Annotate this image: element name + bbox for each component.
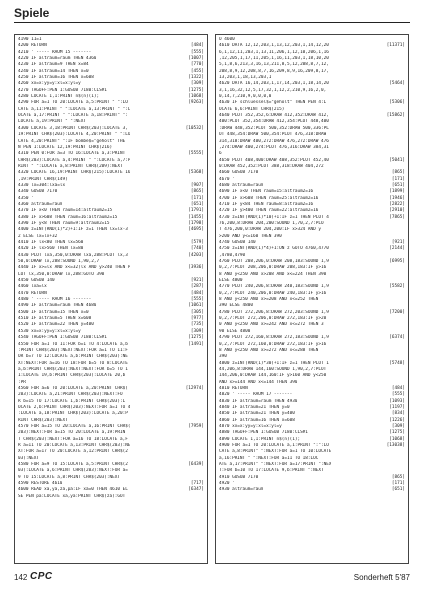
checksum: [1197] xyxy=(389,404,405,410)
code-text: 4190 11=1 xyxy=(18,37,42,42)
code-text: 4280 LOCATE 1,1:PRINT n$(n)(1); xyxy=(18,94,100,100)
checksum: [865] xyxy=(391,474,405,480)
checksum: [2144] xyxy=(389,246,405,252)
code-text: 0,2,7:PLOT 208,206,0:DRAW 208,183:IF y>16 xyxy=(219,265,327,271)
code-text: AND x>=144 AND x<=144 THEN 390 xyxy=(219,379,298,385)
code-text: 4590 RESTORE 4610 xyxy=(18,481,63,487)
code-text: OR b=7 TO 12:LOCATE a,b:PRINT CHR$(203):NE xyxy=(18,354,128,360)
code-text: 2 ELSE lx=lx+32 xyxy=(18,233,58,239)
code-text: 6,1,12,11,203,1,13,11,206,1,12,10,206,1,16 xyxy=(219,49,329,55)
code-text: 0,14,7,210,9,0,0,0,0 xyxy=(219,94,272,100)
code-text: O 4600 xyxy=(219,37,235,42)
code-text: CATE 4,20:PRINT" ":IF bombe$="geholt" THE xyxy=(18,138,126,144)
checksum: [5464] xyxy=(389,81,405,87)
code-text: 4600 READ xa,ya,za,pa:IF xa=0 THEN 4610 EL xyxy=(18,487,128,493)
code-text: 4890 LOCATE 1,1:PRINT n$(n)(1); xyxy=(219,436,301,442)
checksum: [9263] xyxy=(188,100,204,106)
code-text: 4490 IF altraum=raum THEN 4680 xyxy=(18,303,97,309)
code-text: 4770 PLOT 240,206,8:DRAW 240,183:SOUND 1,9 xyxy=(219,284,329,290)
checksum: [651] xyxy=(391,487,405,493)
code-text: 4460 lxa=lx xyxy=(18,284,47,290)
code-text: 4800 z=INT(RND(1)*30)+1:IF z=1 THEN PLOT 1 xyxy=(219,360,329,366)
checksum: [1491] xyxy=(188,341,204,347)
checksum: [4695] xyxy=(188,227,204,233)
code-text: 4480 ' ----- RAUM 16 ------- xyxy=(18,297,92,303)
code-text: 4860 IF altraum=16 THEN x=608 xyxy=(219,417,295,423)
code-text: 4320 LOCATE 16,19:PRINT CHR$(215):LOCATE 16 xyxy=(18,170,131,176)
checksum: [651] xyxy=(391,182,405,188)
checksum: [977] xyxy=(190,316,204,322)
checksum: [6995] xyxy=(389,259,405,265)
code-text: 4340 GOSUB 7170 xyxy=(18,189,58,195)
page-number: 142 xyxy=(14,573,28,582)
code-text: R a=11 TO 20:LOCATE a,13:PRINT CHR$(203):NE xyxy=(18,443,131,448)
code-text: RINT CHR$(203):NEXT xyxy=(18,417,68,423)
code-text: 4240 IF altraum=14 THEN x=0 xyxy=(18,68,89,74)
checksum: [1275] xyxy=(188,87,204,93)
code-text: :LOCATE a,18:PRINT CHR$(203):LOCATE a,20:P xyxy=(18,411,128,417)
checksum: [865] xyxy=(391,170,405,176)
checksum: [5306] xyxy=(389,100,405,106)
code-text: OCATE 6,6:PRINT CHR$(215) xyxy=(219,106,285,112)
checksum: [309] xyxy=(190,81,204,87)
code-text: 4560 FOR a=6 TO 20:LOCATE a,20:PRINT CHR$( xyxy=(18,385,128,391)
checksum: [1093] xyxy=(389,398,405,404)
code-text: 4840 IF altraum=21 THEN y=0 xyxy=(219,404,290,410)
code-text: XT:FOR a=17 TO 20:LOCATE a,12:PRINT CHR$(2 xyxy=(18,449,128,455)
checksum: [2910] xyxy=(389,208,405,214)
checksum: [1226] xyxy=(389,417,405,423)
code-text: 5,1,8,6,213,3,16,13,211,8,5,12,208,8,7,12, xyxy=(219,62,329,68)
code-text: 03):LOCATE a,6:PRINT CHR$(203):NEXT:FOR a= xyxy=(18,468,128,474)
code-text: 19:PRINT CHR$(203):LOCATE 4,20:PRINT " ":LO xyxy=(18,132,131,138)
listing-column-right xyxy=(215,34,409,564)
code-text: 314,318:DRAW 400,272:DRAW 476,272:DRAW 476 xyxy=(219,138,329,144)
page-footer xyxy=(14,571,410,585)
code-text: OCATE a,17:PRINT " ":LOCATE a,18:PRINT" ": xyxy=(18,113,128,119)
checksum: [484] xyxy=(190,290,204,296)
code-text: 203):NEXT:FOR a=15 TO 20:LOCATE a,19:PRIN xyxy=(18,430,126,436)
code-text: 4780 PLOT 272,206,8:DRAW 272,203:SOUND 1,9 xyxy=(219,309,329,315)
code-text: 4810 RETURN xyxy=(219,385,248,391)
code-text: 400:PLOT 352,354:DRAW 412,354:PLOT 448,400 xyxy=(219,119,329,125)
code-text: 13,203,1,18,13,203,1 xyxy=(219,75,272,81)
checksum: [309] xyxy=(391,423,405,429)
code-text: 4640 PLOT 352,352,6:DRAW 412,352:DRAW 412, xyxy=(219,113,329,119)
header-rule xyxy=(14,22,410,23)
code-text: 4390 IF y<8 THEN raum=9:altraum2=15 xyxy=(18,220,110,226)
checksum: [555] xyxy=(190,49,204,55)
code-text: OCATE 2,b:PRINT CHR$(203):NEXT:FOR a=1 TO 4 xyxy=(18,404,131,410)
code-text: 4500 IF altraum=15 THEN x=0 xyxy=(18,309,89,315)
code-text: RINT " ":LOCATE a,8:PRINT CHR$(209):NEXT xyxy=(18,163,123,169)
code-text: 4350 ' xyxy=(18,195,34,201)
code-text: 4760 PLOT 208,206,0:DRAW 208,183:SOUND 1,9 xyxy=(219,259,329,265)
code-text: 4520 IF altraum=22 THEN y=400 xyxy=(18,322,94,328)
code-text: 9 TO 15:LOCATE a,8:PRINT CHR$(203):NEXT xyxy=(18,474,120,480)
code-text: a,16:PRINT " ":NEXT:FOR a=11 TO 18:LOC xyxy=(219,455,319,461)
code-text: 4650 PLOT 408,400:DRAW 408,352:PLOT 452,40 xyxy=(219,157,329,163)
checksum: [1455] xyxy=(188,214,204,220)
code-text: 4440 IF x>=lx AND x<=32)lx AND y>240 THEN P xyxy=(18,265,131,271)
code-text: :PRINT CHR$(203):NEXT:NEXT:FOR a=1 TO 11:F xyxy=(18,347,128,353)
code-text: 4870 xx=x:yy=y:xl=x:yl=y xyxy=(219,423,282,429)
code-text: 4850 IF altraum=21 THEN y=400 xyxy=(219,411,295,417)
checksum: [171] xyxy=(391,481,405,487)
code-text: 4920 ' xyxy=(219,481,235,487)
code-text: 4570 FOR a=15 TO 20:LOCATE a,16:PRINT CHR$( xyxy=(18,423,131,429)
checksum: [740] xyxy=(190,246,204,252)
checksum: [10532] xyxy=(185,125,204,131)
code-text: 4420 IF lx>560 THEN lx=80 xyxy=(18,246,84,252)
code-text: 4720 IF y>400 THEN raum=22:altraum2=16 xyxy=(219,208,319,214)
code-text: 4470 RETURN xyxy=(18,290,47,296)
code-text: 4620 DATA 16,14,203,1,17,14,203,1,18,14,20 xyxy=(219,81,329,87)
code-text: 3,1,16,32,12,5,17,32,1,12,2,210,9,16,2,0, xyxy=(219,87,327,93)
checksum: [3936] xyxy=(188,265,204,271)
code-text: 0 AND y<250 AND x>=242 AND x<=272 THEN 3 xyxy=(219,322,324,328)
code-text: 4730 z=INT(RND(1)*10)+1:IF z=1 THEN PLOT 4 xyxy=(219,214,329,220)
code-text: 8 AND y<250 AND x>=272 AND x<=288 THEN xyxy=(219,347,319,353)
code-text: 4680 altraum=raum xyxy=(219,182,264,188)
checksum: [1068] xyxy=(389,436,405,442)
checksum: [455] xyxy=(190,68,204,74)
checksum: [5582] xyxy=(389,284,405,290)
code-text: 4790 PLOT 272,160,8:DRAW 272,183:SOUND 1,9 xyxy=(219,335,329,341)
checksum: [5368] xyxy=(188,170,204,176)
code-text: 03):NEXT xyxy=(18,455,39,461)
checksum: [1322] xyxy=(188,75,204,81)
code-text: 4260 xx=x:yy=y:xl=x:yl=y xyxy=(18,81,81,87)
code-text: 4930 altraum=raum xyxy=(219,487,264,493)
code-text: 4710 IF y<84 THEN raum=8:altraum2=16 xyxy=(219,201,314,207)
checksum: [171] xyxy=(190,195,204,201)
checksum: [735] xyxy=(190,322,204,328)
checksum: [921] xyxy=(190,278,204,284)
checksum: [1061] xyxy=(188,303,204,309)
code-text: ,19:PRINT CHR$(149) xyxy=(18,176,68,182)
checksum: [770] xyxy=(190,62,204,68)
issue-label: Sonderheft 5'87 xyxy=(353,573,410,582)
code-text: 4310 PEN 0:FOR a=3 TO 16:LOCATE a,3:PRINT xyxy=(18,151,126,157)
code-text: 4750 z=INT(RND(1)*4)+1:ON z GOTO 4760,4770 xyxy=(219,246,329,252)
code-text: SE PEN pa:LOCATE xa,ya:PRINT CHR$(za):GOT xyxy=(18,493,126,499)
code-text: CATE a,8:PRINT" ":NEXT:FOR a=1 TO 10:LOCATE xyxy=(219,449,332,455)
code-text: 4830 IF altraum=raum THEN 4930 xyxy=(219,398,298,404)
code-text: N PEN 1:LOCATE 12,19:PRINT CHR$(216) xyxy=(18,144,113,150)
checksum: [7959] xyxy=(188,423,204,429)
checksum: [6347] xyxy=(188,487,204,493)
code-text: LOCATE a,19:PRINT " ":NEXT xyxy=(18,119,86,125)
code-text: ELSE 4800 xyxy=(219,278,243,284)
checksum: [484] xyxy=(190,43,204,49)
checksum: [1275] xyxy=(188,335,204,341)
code-text: 4630 IF schluessel$="geholt" THEN PEN 4:L xyxy=(219,100,327,106)
checksum: [907] xyxy=(190,182,204,188)
checksum xyxy=(202,494,204,500)
code-text: ATE a,17:PRINT" ":NEXT:FOR a=17:PRINT ":NEX xyxy=(219,462,332,468)
checksum: [921] xyxy=(391,240,405,245)
code-text: 0:DRAW 452,352:PLOT 388,318:DRAW 404,272 xyxy=(219,163,324,169)
code-text: 6 xyxy=(219,151,222,157)
code-text: 390 xyxy=(219,354,227,360)
code-text: 0,2,7:PLOT 272,160,0:DRAW 272,183:IF y>16 xyxy=(219,341,327,347)
code-text: 90 ELSE 4800 xyxy=(219,328,251,334)
checksum: [2822] xyxy=(389,201,405,207)
code-text: 4220 IF altraum=raum THEN 4360 xyxy=(18,56,97,62)
checksum: [171] xyxy=(391,176,405,182)
checksum: [1899] xyxy=(389,189,405,195)
code-text: 4660 GOSUB 7170 xyxy=(219,170,259,176)
checksum: [834] xyxy=(391,411,405,417)
code-text: 4540 TAGOFF:PEN 1:GOSUB 7180:CLS#1 xyxy=(18,335,107,341)
checksum: [11371] xyxy=(386,43,405,49)
code-text: OT 448,354:DRAW 500,354:PLOT 476,318:DRAW xyxy=(219,132,327,138)
code-line xyxy=(18,494,204,500)
code-text: 144,206,0:DRAW 144,160:IF y>160 AND y<250 xyxy=(219,373,327,379)
checksum: [7865] xyxy=(389,214,405,220)
code-text: 4250 IF altraum=16 THEN x=608 xyxy=(18,75,94,81)
code-text: 203):LOCATE a,21:PRINT CHR$(203):NEXT:FO xyxy=(18,392,123,398)
code-text: 4610 DATA 12,12,203,1,13,12,203,1,14,12,20 xyxy=(219,43,329,49)
code-text: 0,2,7:PLOT 272,206,0:DRAW 272,183:IF y>20 xyxy=(219,316,327,322)
code-line xyxy=(219,487,405,493)
code-text: LOT lx,350,0:DRAW lx,288:GOTO 390 xyxy=(18,271,105,277)
code-text: 4510 IF altraum=5 THEN x=608 xyxy=(18,316,92,322)
code-text: ,274:DRAW 400,274:PLOT 476,316:DRAW 384,31 xyxy=(219,144,329,150)
code-text: R b=15 TO 17:LOCATE 1,b:PRINT CHR$(203):L xyxy=(18,398,126,404)
code-text: 4700 IF x>608 THEN raum=25:altraum2=16 xyxy=(219,195,319,201)
code-text: ,4780,4790 xyxy=(219,252,246,258)
code-text: 390 ELSE 4800 xyxy=(219,303,253,309)
checksum: [1798] xyxy=(188,220,204,226)
code-text: 4670 ' xyxy=(219,176,235,182)
code-text: T:FOR b=10 TO 17:LOCATE 9,b:PRINT ":NEXT xyxy=(219,468,324,474)
code-text: 4270 TAGOFF:PEN 1:GOSUB 7180:CLS#1 xyxy=(18,87,107,93)
checksum: [865] xyxy=(190,189,204,195)
magazine-logo: CPC xyxy=(30,571,53,582)
code-text: 4910 GOSUB 7170 xyxy=(219,474,259,480)
code-text: 4550 FOR a=1 TO 11:FOR b=1 TO 4:LOCATE a,b xyxy=(18,341,128,347)
checksum: [5041] xyxy=(389,157,405,163)
code-text: :DRAW 448,352:PLOT 500,352:DRAW 500,336:PL xyxy=(219,125,329,131)
code-text: 4230 IF altraum=9 THEN x=84 xyxy=(18,62,89,68)
code-text: 76,200,8:DRAW 204,200:SOUND 1,70,2,7:PLO xyxy=(219,220,324,226)
code-text: 4200 RETURN xyxy=(18,43,47,49)
code-text: 4360 altraum=raum xyxy=(18,201,63,207)
checksum: [15862] xyxy=(386,113,405,119)
code-text: T 476,200,0:DRAW 204,200:IF x>324 AND y xyxy=(219,227,321,233)
code-text: 4880 TAGOFF:PEN 1:GOSUB 7180:CLS#1 xyxy=(219,430,308,436)
checksum: [309] xyxy=(190,328,204,334)
checksum: [305] xyxy=(190,309,204,315)
checksum: [4203] xyxy=(188,252,204,258)
checksum: [1068] xyxy=(188,94,204,100)
code-text: 4380 IF x>608 THEN raum=16:altraum2=15 xyxy=(18,214,118,220)
checksum: [7200] xyxy=(389,309,405,315)
code-text: 4900 FOR a=1 TO 20:LOCATE a,1:PRINT ":":LO xyxy=(219,443,329,448)
checksum: [1791] xyxy=(188,208,204,214)
checksum: [13038] xyxy=(386,443,405,448)
checksum: [5748] xyxy=(389,360,405,366)
code-text: a,b:PRINT CHR$(203):NEXT:NEXT:FOR b=5 TO 1 xyxy=(18,366,128,372)
code-text: 4400 z=INT(RND(1)*2)+1:IF z=1 THEN lx=lx-3 xyxy=(18,227,128,233)
checksum: [1946] xyxy=(389,195,405,201)
checksum: [555] xyxy=(391,392,405,398)
code-text: XT:NEXT:FOR a=16 TO 18:FOR b=5 TO 8:LOCATE xyxy=(18,360,128,366)
checksum: [651] xyxy=(190,201,204,207)
checksum: [5555] xyxy=(188,151,204,157)
checksum: [484] xyxy=(391,385,405,391)
code-text: 4690 IF x<0 THEN raum=15:altraum2=16 xyxy=(219,189,314,195)
checksum: [1007] xyxy=(188,56,204,62)
code-text: 4300 LOCATE 3,18:PRINT CHR$(203):LOCATE 3, xyxy=(18,125,128,131)
code-text: 4740 GOSUB 140 xyxy=(219,240,256,245)
checksum: [579] xyxy=(190,240,204,245)
code-text: CHR$(203):LOCATE a,4:PRINT " ":LOCATE a,7:P xyxy=(18,157,131,163)
code-text: 4210 ' ----- RAUM 15 ------- xyxy=(18,49,92,55)
checksum: [6439] xyxy=(188,462,204,468)
listing-column-left xyxy=(14,34,208,564)
code-text: 4370 IF x<0 THEN raum=14:altraum2=15 xyxy=(18,208,113,214)
code-text: 4410 IF lx<80 THEN lx=560 xyxy=(18,240,84,245)
code-text: 8 AND y<250 AND x>=208 AND x<=252 THEN xyxy=(219,297,319,303)
code-text: 4290 FOR a=1 TO 20:LOCATE a,5:PRINT " ":LO xyxy=(18,100,128,106)
code-text: 4430 PLOT lxa,350,0:DRAW lxa,288:PLOT lx,3 xyxy=(18,252,128,258)
code-text: T CHR$(203):NEXT:FOR a=16 TO 18:LOCATE a,F xyxy=(18,436,128,442)
code-text: 4820 ' ----- RAUM 17 ------- xyxy=(219,392,293,398)
checksum: [12974] xyxy=(185,385,204,391)
code-text: :PR xyxy=(18,379,26,385)
section-title: Spiele xyxy=(14,6,50,20)
checksum: [555] xyxy=(190,297,204,303)
code-text: 0,2,7:PLOT 240,206,0:DRAW 240,183:IF y>16 xyxy=(219,290,327,296)
code-text: CATE a,11:PRINT " ":LOCATE a,13:PRINT " ":L xyxy=(18,106,131,112)
code-text: 8 AND y<250 AND x>208 AND x<=224 THEN 390 xyxy=(219,271,327,277)
code-text: 4330 lx=304:lxa=lx xyxy=(18,182,66,188)
code-text: 4530 xx=x:yy=y:xl=x:yl=y xyxy=(18,328,81,334)
code-text: ,12,205,1,17,11,205,1,16,11,203,1,18,10,20 xyxy=(219,56,329,62)
checksum: [6374] xyxy=(389,335,405,341)
code-text: 4450 GOSUB 140 xyxy=(18,278,55,284)
checksum: [1275] xyxy=(389,430,405,436)
checksum: [287] xyxy=(190,284,204,290)
code-text: 50,0:DRAW lx,288:SOUND 1,90,2,7 xyxy=(18,259,100,265)
code-text: 208,8,9,12,208,8,7,16,209,8,9,16,209,8,17, xyxy=(219,68,329,74)
checksum: [717] xyxy=(190,481,204,487)
code-text: >200 AND y<=160 THEN 390 xyxy=(219,233,282,239)
code-text: 4580 FOR a=9 TO 15:LOCATE a,5:PRINT CHR$(2 xyxy=(18,462,128,468)
code-text: 1:LOCATE 19,b:PRINT CHR$(203):LOCATE 20,b xyxy=(18,373,126,379)
code-text: 44,206,8:DRAW 144,160:SOUND 1,90,2,7:PLOT xyxy=(219,366,327,372)
